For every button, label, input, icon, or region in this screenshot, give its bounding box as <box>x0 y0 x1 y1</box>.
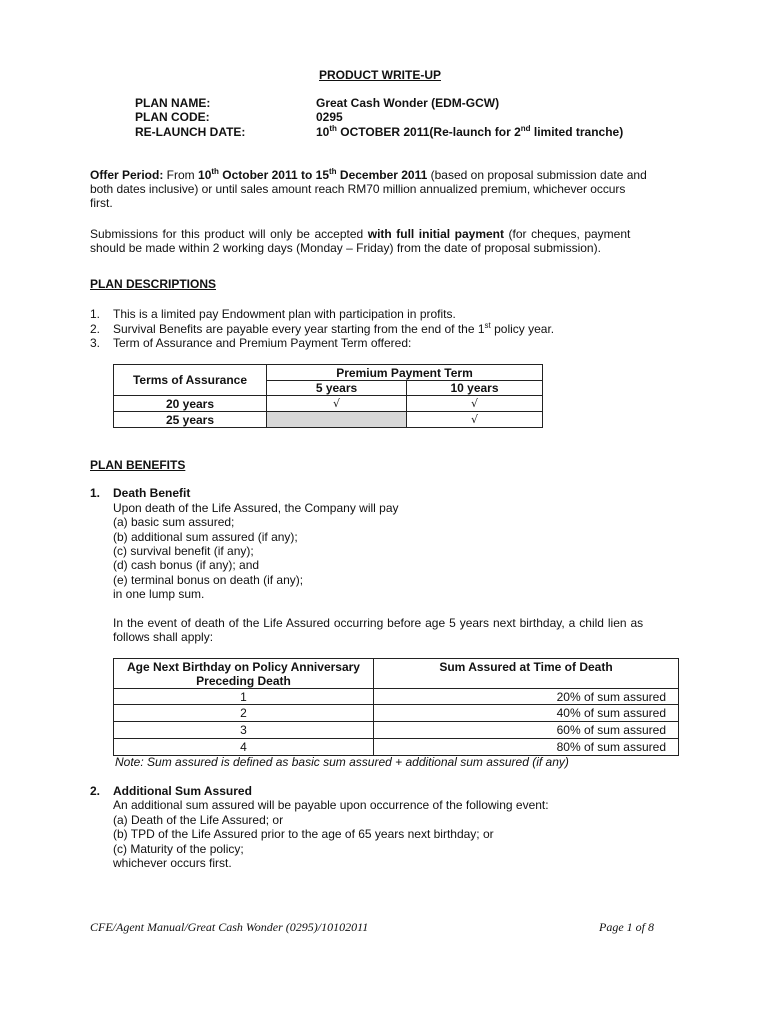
child-lien-table <box>113 658 679 756</box>
offer-line-2: both dates inclusive) or until sales amount reach RM70 million annualized premium, whichever occurs <box>90 182 626 196</box>
term-cell: 20 years <box>114 396 267 412</box>
sum-assured-note: Note: Sum assured is defined as basic sum assured + additional sum assured (if any) <box>115 755 569 769</box>
check-icon: √ <box>267 396 407 412</box>
table-row <box>114 412 543 428</box>
check-icon: √ <box>407 396 543 412</box>
offer-line-3: first. <box>90 196 113 210</box>
submission-line-1: Submissions for this product will only be accepted with full initial payment (for cheques, payment <box>90 227 631 241</box>
description-item-1-text: This is a limited pay Endowment plan with participation in profits. <box>113 307 456 321</box>
additional-sum-item: (a) Death of the Life Assured; or <box>113 813 284 827</box>
plan-descriptions-heading: PLAN DESCRIPTIONS <box>90 277 217 291</box>
description-item-3-num: 3. <box>90 336 101 350</box>
age-cell: 1 <box>114 689 374 705</box>
death-benefit-item: (e) terminal bonus on death (if any); <box>113 573 304 587</box>
death-benefit-num: 1. <box>90 486 101 500</box>
death-benefit-item: (d) cash bonus (if any); and <box>113 558 260 572</box>
additional-sum-outro: whichever occurs first. <box>113 856 232 870</box>
age-cell: 3 <box>114 722 374 739</box>
plan-name-value: Great Cash Wonder (EDM-GCW) <box>316 96 500 110</box>
death-benefit-title: Death Benefit <box>113 486 191 500</box>
page-title: PRODUCT WRITE-UP <box>319 68 441 82</box>
ten-years-header: 10 years <box>407 381 543 396</box>
table-row <box>114 396 543 412</box>
offer-period-paragraph <box>90 168 678 210</box>
submission-line-2: should be made within 2 working days (Monday – Friday) from the date of proposal submission). <box>90 241 601 255</box>
table-row <box>114 722 679 739</box>
additional-sum-item: (b) TPD of the Life Assured prior to the age of 65 years next birthday; or <box>113 827 494 841</box>
plan-code-value: 0295 <box>316 110 343 124</box>
death-benefit-item: (b) additional sum assured (if any); <box>113 530 298 544</box>
footer-document-ref: CFE/Agent Manual/Great Cash Wonder (0295)/10102011 <box>90 920 369 934</box>
sum-cell: 20% of sum assured <box>374 689 679 705</box>
death-benefit-item: (c) survival benefit (if any); <box>113 544 254 558</box>
age-cell: 2 <box>114 705 374 722</box>
additional-sum-num: 2. <box>90 784 101 798</box>
child-lien-line-1: In the event of death of the Life Assured occurring before age 5 years next birthday, a child lien as <box>113 616 644 630</box>
plan-name-label: PLAN NAME: <box>135 96 211 110</box>
term-col-header: Terms of Assurance <box>114 365 267 396</box>
sum-cell: 60% of sum assured <box>374 722 679 739</box>
five-years-header: 5 years <box>267 381 407 396</box>
table-row <box>114 705 679 722</box>
term-of-assurance-table <box>113 364 543 428</box>
table-row <box>114 689 679 705</box>
description-item-2-text: Survival Benefits are payable every year starting from the end of the 1st policy year. <box>113 321 555 336</box>
submission-paragraph <box>90 227 680 255</box>
additional-sum-item: (c) Maturity of the policy; <box>113 842 244 856</box>
additional-sum-title: Additional Sum Assured <box>113 784 252 798</box>
death-benefit-item: (a) basic sum assured; <box>113 515 235 529</box>
check-icon: √ <box>407 412 543 428</box>
additional-sum-intro: An additional sum assured will be payable upon occurrence of the following event: <box>113 798 549 812</box>
offer-line-1: Offer Period: From 10th October 2011 to 15th December 2011 (based on proposal submission date and <box>90 167 647 182</box>
plan-code-label: PLAN CODE: <box>135 110 210 124</box>
age-header: Age Next Birthday on Policy Anniversary Preceding Death <box>114 659 374 689</box>
sum-cell: 40% of sum assured <box>374 705 679 722</box>
unavailable-cell <box>267 412 407 428</box>
sum-assured-header: Sum Assured at Time of Death <box>374 659 679 689</box>
footer-page-number: Page 1 of 8 <box>599 920 654 934</box>
child-lien-line-2: follows shall apply: <box>113 630 214 644</box>
premium-term-header: Premium Payment Term <box>267 365 543 381</box>
table-row <box>114 739 679 756</box>
relaunch-value: 10th OCTOBER 2011(Re-launch for 2nd limited tranche) <box>316 124 624 139</box>
description-item-1-num: 1. <box>90 307 101 321</box>
description-item-2-num: 2. <box>90 322 101 336</box>
age-cell: 4 <box>114 739 374 756</box>
sum-cell: 80% of sum assured <box>374 739 679 756</box>
relaunch-label: RE-LAUNCH DATE: <box>135 125 246 139</box>
term-cell: 25 years <box>114 412 267 428</box>
death-benefit-outro: in one lump sum. <box>113 587 205 601</box>
death-benefit-intro: Upon death of the Life Assured, the Company will pay <box>113 501 399 515</box>
plan-benefits-heading: PLAN BENEFITS <box>90 458 186 472</box>
description-item-3-text: Term of Assurance and Premium Payment Term offered: <box>113 336 412 350</box>
